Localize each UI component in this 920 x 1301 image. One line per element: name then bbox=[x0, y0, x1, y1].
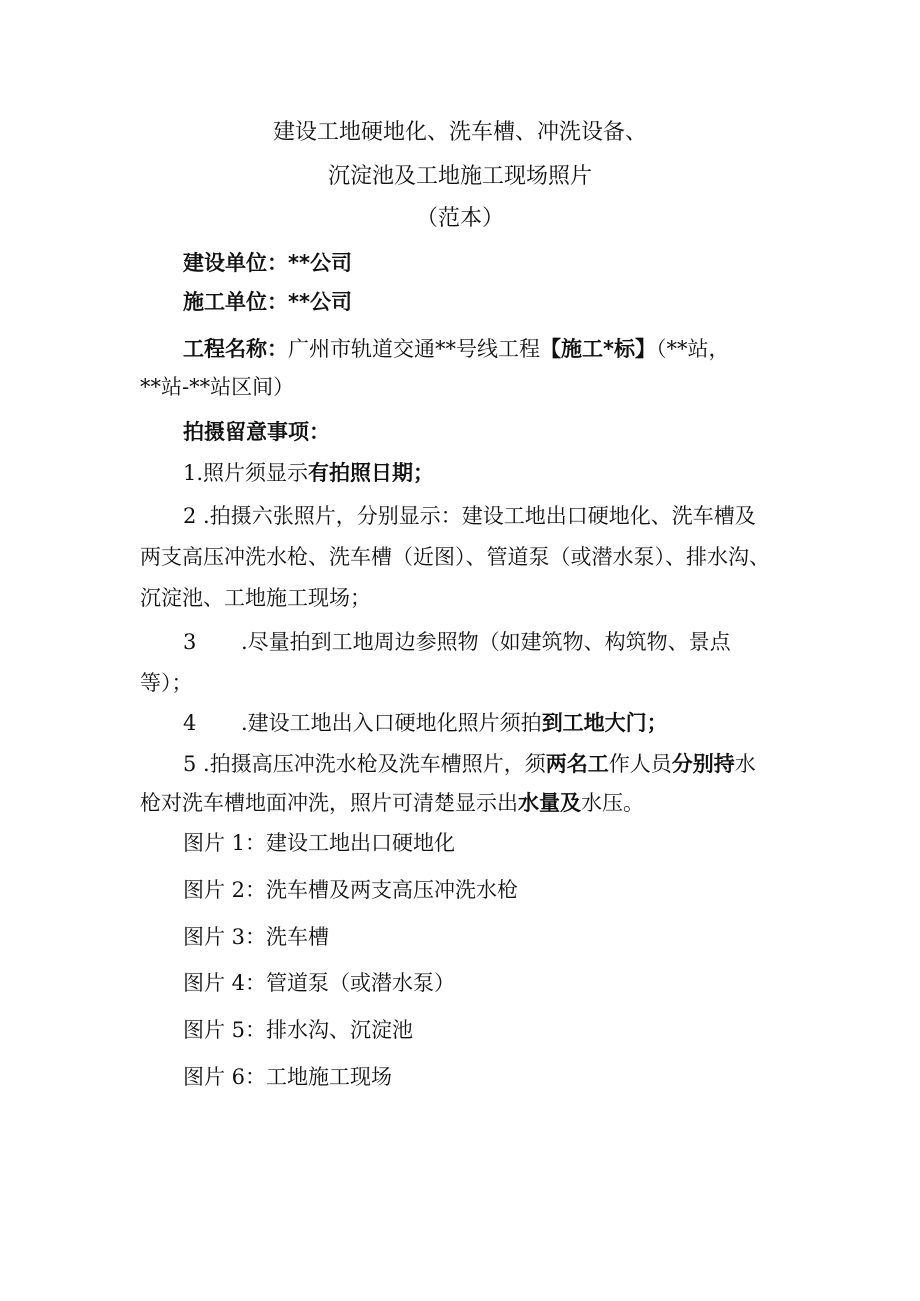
note-item-5-line-2-text-a: 枪对洗车槽地面冲洗，照片可清楚显示出 bbox=[140, 791, 518, 815]
project-name-text-a: 广州市轨道交通**号线工程 bbox=[288, 337, 540, 361]
construction-unit: 建设单位：**公司 bbox=[183, 251, 352, 275]
note-item-2-line-3: 沉淀池、工地施工现场； bbox=[140, 586, 371, 610]
note-item-4-bold: 到工地大门； bbox=[541, 711, 668, 735]
note-item-5-bold-a: 两名工 bbox=[545, 752, 609, 776]
note-item-4 bbox=[241, 708, 668, 738]
note-item-5-line-2 bbox=[140, 788, 644, 818]
photo-item-6: 图片 6：工地施工现场 bbox=[183, 1065, 393, 1089]
note-item-5-text-a: 5 .拍摄高压冲洗水枪及洗车槽照片，须 bbox=[183, 752, 546, 776]
photo-item-4: 图片 4：管道泵（或潜水泵） bbox=[183, 971, 456, 995]
project-name-line-1 bbox=[183, 334, 729, 364]
note-item-5-line-1 bbox=[183, 749, 756, 779]
document-title-line-2: 沉淀池及工地施工现场照片 bbox=[327, 164, 592, 189]
photo-item-5: 图片 5：排水沟、沉淀池 bbox=[183, 1018, 414, 1042]
note-item-4-number: 4 bbox=[183, 711, 197, 735]
note-item-1-text: 1.照片须显示 bbox=[183, 461, 309, 485]
photo-item-2: 图片 2：洗车槽及两支高压冲洗水枪 bbox=[183, 878, 519, 902]
project-name-label: 工程名称： bbox=[183, 337, 288, 361]
note-item-4-text: .建设工地出入口硬地化照片须拍 bbox=[241, 711, 542, 735]
note-item-3-line-2: 等）； bbox=[140, 671, 193, 695]
project-name-text-b: 【施工*标】 bbox=[540, 337, 656, 361]
note-item-2-line-1: 2 .拍摄六张照片，分别显示：建设工地出口硬地化、洗车槽及 bbox=[183, 504, 756, 528]
note-item-5-bold-b: 分别持 bbox=[671, 752, 735, 776]
photo-item-1: 图片 1：建设工地出口硬地化 bbox=[183, 831, 456, 855]
document-title-line-1: 建设工地硬地化、洗车槽、冲洗设备、 bbox=[272, 120, 647, 145]
project-name-text-c: （**站， bbox=[655, 337, 730, 361]
photo-item-3: 图片 3：洗车槽 bbox=[183, 925, 330, 949]
note-item-3-line-1: .尽量拍到工地周边参照物（如建筑物、构筑物、景点 bbox=[241, 630, 731, 654]
note-item-1-bold: 有拍照日期； bbox=[308, 461, 435, 485]
note-item-5-text-b: 作人员 bbox=[608, 752, 672, 776]
note-item-5-line-2-bold: 水量及 bbox=[518, 791, 581, 815]
project-name-line-2: **站-**站区间） bbox=[140, 375, 295, 399]
note-item-1 bbox=[183, 458, 434, 488]
note-item-3-number: 3 bbox=[183, 630, 197, 654]
contractor-unit: 施工单位：**公司 bbox=[183, 290, 352, 314]
note-item-5-text-c: 水 bbox=[734, 752, 756, 776]
note-item-2-line-2: 两支高压冲洗水枪、洗车槽（近图）、管道泵（或潜水泵）、排水沟、 bbox=[140, 545, 770, 569]
note-item-5-line-2-text-b: 水压。 bbox=[581, 791, 644, 815]
notes-heading: 拍摄留意事项： bbox=[183, 420, 330, 444]
document-title-line-3: （范本） bbox=[415, 206, 504, 231]
